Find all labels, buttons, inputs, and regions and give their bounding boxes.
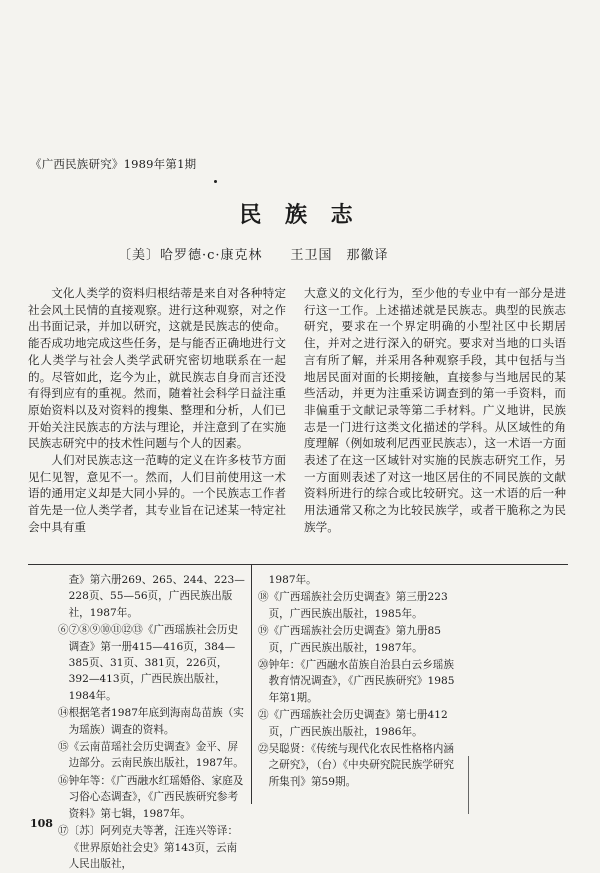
footnote: ⑮《云南苗瑶社会历史调查》金平、屏边部分。云南民族出版社，1987年。 <box>58 741 244 770</box>
footnote-divider <box>28 564 568 565</box>
translators: 王卫国 那徽译 <box>290 248 389 263</box>
margin-rule <box>468 756 469 814</box>
decorative-dot <box>214 180 217 183</box>
body-paragraph: 大意义的文化行为，至少他的专业中有一部分是进行这一工作。上述描述就是民族志。典型的民族志研究，要求在一个界定明确的小型社区中长期居住，并对之进行深入的研究。要求对当地的口头语言有所了解，并采用各种观察手段，其中包括与当地居民面对面的长期接触，直接参与当地居民的某些活动，并更为注重采访调查到的第一手资料，而非偏重于文献记录等第二手材料。广义地讲，民族志是一门进行这类文化描述的学科。从区域性的角度理解（例如玻利尼西亚民族志），这一术语一方面表述了在这一区域针对实施的民族志研究工作，另一方面则表述了对这一地区居住的不同民族的文献资料所进行的综合或比较研究。这一术语的后一种用法通常又称之为比较民族学，或者干脆称之为民族学。 <box>304 286 566 534</box>
footnote: ㉒吴聪贤：《传统与现代化农民性格格内涵之研究》，（台）《中央研究院民族学研究所集刊》第59期。 <box>258 743 454 788</box>
footnote: ⑯钟年等：《广西融水红瑶婚俗、家庭及习俗心态调查》，《广西民族研究参考资料》第七辑，1987年。 <box>58 774 244 820</box>
footnote: ⑭根据笔者1987年底到海南岛苗族（实为瑶族）调查的资料。 <box>58 707 244 736</box>
footnote-column-divider <box>251 564 252 804</box>
footnote: ⑱《广西瑶族社会历史调查》第三册223页，广西民族出版社，1985年。 <box>258 591 448 620</box>
body-paragraph: 文化人类学的资料归根结蒂是来自对各种特定社会风土民情的直接观察。进行这种观察，对之作出书面记录，并加以研究，这就是民族志的使命。能否成功地完成这些任务，是与能否正确地进行文化人类学与社会人类学武研究密切地联系在一起的。尽管如此，迄今为止，就民族志自身而言还没有得到应有的重视。然而，随着社会科学日益注重原始资料以及对资料的搜集、整理和分析，人们已开始关注民族志的方法与理论，并注意到了在实施民族志研究中的技术性问题与个人的因素。 <box>28 286 286 451</box>
footnote: ㉑《广西瑶族社会历史调查》第七册412页，广西民族出版社，1986年。 <box>258 709 448 738</box>
footnote: 1987年。 <box>268 574 317 586</box>
footnotes-left <box>58 572 246 873</box>
journal-citation: 《广西民族研究》1989年第1期 <box>30 157 197 171</box>
body-paragraph: 人们对民族志这一范畴的定义在许多枝节方面见仁见智，意见不一。然而，人们目前使用这一术语的通用定义却是大同小异的。一个民族志工作者首先是一位人类学者，其专业旨在记述某一特定社会中具有重 <box>28 453 286 534</box>
byline <box>118 244 389 263</box>
author: 〔美〕哈罗德·c·康克林 <box>118 248 263 263</box>
body-column-right <box>304 285 566 536</box>
footnote: ⑳钟年：《广西融水苗族自治县白云乡瑶族教育情况调查》，《广西民族研究》1985年第1期。 <box>258 659 455 704</box>
body-column-left <box>28 285 286 536</box>
page-number: 108 <box>30 817 53 830</box>
article-title: 民 族 志 <box>239 202 361 228</box>
footnote: ⑰〔苏〕阿列克夫等著，汪连兴等译：《世界原始社会史》第143页，云南人民出版社， <box>58 825 239 870</box>
footnote: ⑥⑦⑧⑨⑩⑪⑫⑬《广西瑶族社会历史调查》第一册415—416页，384—385页、31页、381页，226页，392—413页，广西民族出版社，1984年。 <box>58 624 239 702</box>
footnotes-right <box>258 572 458 791</box>
footnote: 查》第六册269、265、244、223—228页、55—56页，广西民族出版社，1987年。 <box>68 574 245 619</box>
footnote: ⑲《广西瑶族社会历史调查》第九册85页，广西民族出版社，1987年。 <box>258 625 441 654</box>
